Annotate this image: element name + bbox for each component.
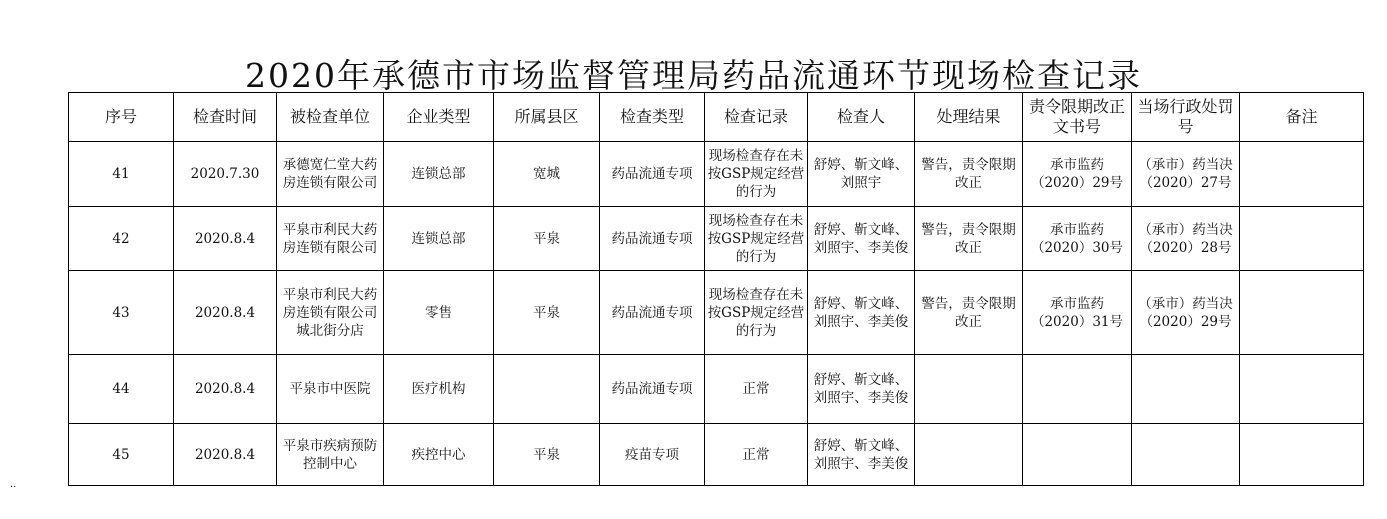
cell-enterprise-type: 疾控中心 bbox=[384, 424, 494, 486]
cell-check-type: 药品流通专项 bbox=[600, 355, 705, 424]
cell-check-type: 药品流通专项 bbox=[600, 271, 705, 355]
cell-serial-no: 42 bbox=[69, 207, 174, 271]
header-penalty-no: 当场行政处罚号 bbox=[1132, 93, 1240, 142]
cell-county: 平泉 bbox=[494, 271, 600, 355]
cell-check-record: 正常 bbox=[705, 424, 808, 486]
table-row bbox=[69, 142, 1364, 207]
cell-inspected-unit: 平泉市利民大药房连锁有限公司城北街分店 bbox=[277, 271, 384, 355]
header-result: 处理结果 bbox=[915, 93, 1023, 142]
cell-check-type: 药品流通专项 bbox=[600, 142, 705, 207]
cell-enterprise-type: 连锁总部 bbox=[384, 207, 494, 271]
cell-county: 平泉 bbox=[494, 424, 600, 486]
cell-serial-no: 43 bbox=[69, 271, 174, 355]
header-correction-order-no: 责令限期改正文书号 bbox=[1023, 93, 1132, 142]
cell-inspected-unit: 承德宽仁堂大药房连锁有限公司 bbox=[277, 142, 384, 207]
cell-inspected-unit: 平泉市疾病预防控制中心 bbox=[277, 424, 384, 486]
header-remark: 备注 bbox=[1240, 93, 1364, 142]
cell-penalty-no bbox=[1132, 355, 1240, 424]
cell-inspectors: 舒婷、靳文峰、刘照宇、李美俊 bbox=[808, 424, 915, 486]
cell-inspectors: 舒婷、靳文峰、刘照宇 bbox=[808, 142, 915, 207]
header-check-date: 检查时间 bbox=[174, 93, 277, 142]
cell-check-date: 2020.8.4 bbox=[174, 355, 277, 424]
header-inspectors: 检查人 bbox=[808, 93, 915, 142]
cell-result: 警告，责令限期改正 bbox=[915, 142, 1023, 207]
cell-penalty-no: （承市）药当决（2020）29号 bbox=[1132, 271, 1240, 355]
cell-inspectors: 舒婷、靳文峰、刘照宇、李美俊 bbox=[808, 355, 915, 424]
cell-penalty-no bbox=[1132, 424, 1240, 486]
cell-check-record: 现场检查存在未按GSP规定经营的行为 bbox=[705, 142, 808, 207]
header-county: 所属县区 bbox=[494, 93, 600, 142]
margin-mark: .. bbox=[10, 479, 17, 490]
cell-enterprise-type: 零售 bbox=[384, 271, 494, 355]
cell-remark bbox=[1240, 207, 1364, 271]
cell-result: 警告，责令限期改正 bbox=[915, 207, 1023, 271]
cell-correction-order-no bbox=[1023, 355, 1132, 424]
header-inspected-unit: 被检查单位 bbox=[277, 93, 384, 142]
cell-check-record: 现场检查存在未按GSP规定经营的行为 bbox=[705, 271, 808, 355]
cell-county: 宽城 bbox=[494, 142, 600, 207]
cell-inspectors: 舒婷、靳文峰、刘照宇、李美俊 bbox=[808, 207, 915, 271]
header-check-record: 检查记录 bbox=[705, 93, 808, 142]
cell-remark bbox=[1240, 142, 1364, 207]
cell-correction-order-no: 承市监药（2020）30号 bbox=[1023, 207, 1132, 271]
cell-remark bbox=[1240, 271, 1364, 355]
cell-county: 平泉 bbox=[494, 207, 600, 271]
cell-result: 警告，责令限期改正 bbox=[915, 271, 1023, 355]
cell-serial-no: 41 bbox=[69, 142, 174, 207]
cell-check-date: 2020.8.4 bbox=[174, 207, 277, 271]
cell-check-record: 现场检查存在未按GSP规定经营的行为 bbox=[705, 207, 808, 271]
cell-serial-no: 44 bbox=[69, 355, 174, 424]
cell-check-record: 正常 bbox=[705, 355, 808, 424]
cell-check-date: 2020.8.4 bbox=[174, 271, 277, 355]
cell-inspectors: 舒婷、靳文峰、刘照宇、李美俊 bbox=[808, 271, 915, 355]
cell-penalty-no: （承市）药当决（2020）27号 bbox=[1132, 142, 1240, 207]
header-check-type: 检查类型 bbox=[600, 93, 705, 142]
cell-check-type: 药品流通专项 bbox=[600, 207, 705, 271]
cell-inspected-unit: 平泉市中医院 bbox=[277, 355, 384, 424]
cell-serial-no: 45 bbox=[69, 424, 174, 486]
cell-result bbox=[915, 355, 1023, 424]
table-header-row bbox=[69, 93, 1364, 142]
header-enterprise-type: 企业类型 bbox=[384, 93, 494, 142]
inspection-record-table bbox=[68, 92, 1364, 486]
cell-remark bbox=[1240, 355, 1364, 424]
cell-check-type: 疫苗专项 bbox=[600, 424, 705, 486]
cell-inspected-unit: 平泉市利民大药房连锁有限公司 bbox=[277, 207, 384, 271]
cell-remark bbox=[1240, 424, 1364, 486]
table-row bbox=[69, 207, 1364, 271]
cell-check-date: 2020.7.30 bbox=[174, 142, 277, 207]
cell-correction-order-no: 承市监药（2020）31号 bbox=[1023, 271, 1132, 355]
cell-enterprise-type: 连锁总部 bbox=[384, 142, 494, 207]
table-row bbox=[69, 271, 1364, 355]
table-row bbox=[69, 355, 1364, 424]
cell-enterprise-type: 医疗机构 bbox=[384, 355, 494, 424]
table-row bbox=[69, 424, 1364, 486]
cell-penalty-no: （承市）药当决（2020）28号 bbox=[1132, 207, 1240, 271]
page-title: 2020年承德市市场监督管理局药品流通环节现场检查记录 bbox=[245, 56, 1142, 95]
cell-correction-order-no bbox=[1023, 424, 1132, 486]
cell-county bbox=[494, 355, 600, 424]
cell-correction-order-no: 承市监药（2020）29号 bbox=[1023, 142, 1132, 207]
header-serial-no: 序号 bbox=[69, 93, 174, 142]
cell-check-date: 2020.8.4 bbox=[174, 424, 277, 486]
cell-result bbox=[915, 424, 1023, 486]
